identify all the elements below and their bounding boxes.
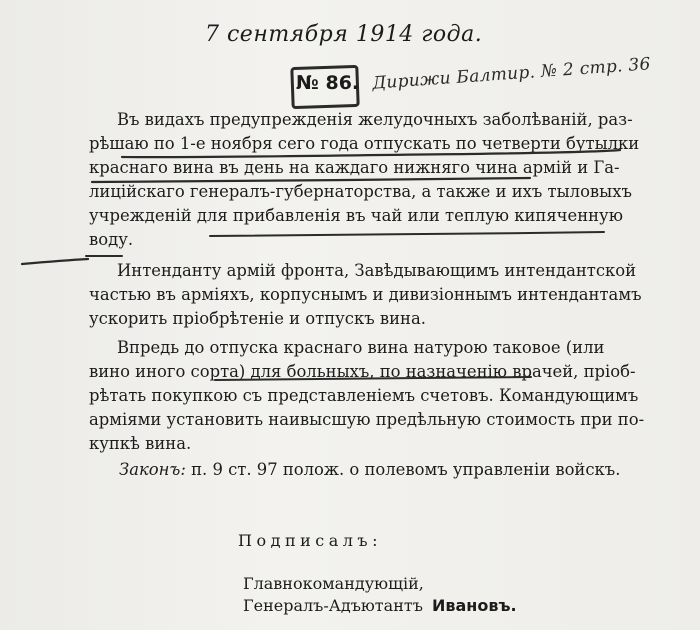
margin-mark: [22, 259, 88, 264]
text-line: купкѣ вина.: [89, 434, 192, 453]
law-label: Законъ:: [119, 460, 186, 479]
text-line: рѣтать покупкою съ представленіемъ счетовъ. Командующимъ: [89, 386, 639, 405]
text-line: краснаго вина въ день на каждаго нижняго чина армій и Га-: [89, 158, 620, 177]
text-line: лицiйскаго генералъ-губернаторства, а также и ихъ тыловыхъ: [89, 182, 632, 201]
signatory-title: Главнокомандующій,: [243, 574, 424, 593]
underline-tea-water: [210, 232, 604, 236]
text-line: частью въ арміяхъ, корпуснымъ и дивизіоннымъ интендантамъ: [89, 285, 642, 304]
law-text: п. 9 ст. 97 полож. о полевомъ управленіи войскъ.: [191, 460, 621, 479]
underline-sick-doctors: [215, 377, 531, 380]
text-line: Впредь до отпуска краснаго вина натурою таковое (или: [117, 338, 605, 357]
handwritten-annotation: Дирижи Балтир. № 2 стр. 36: [371, 54, 652, 94]
text-line: ускорить пріобрѣтеніе и отпускъ вина.: [89, 309, 426, 328]
signed-label: Подписалъ:: [238, 531, 382, 550]
underline-wine-per-soldier: [92, 178, 530, 182]
text-line: арміями установить наивысшую предѣльную стоимость при по-: [89, 410, 645, 429]
text-line: Интенданту армій фронта, Завѣдывающимъ интендантской: [117, 261, 637, 280]
underline-date-permission: [122, 150, 620, 157]
order-number: № 86.: [296, 72, 360, 94]
text-line: воду.: [89, 230, 134, 249]
text-line: Въ видахъ предупрежденія желудочныхъ заболѣваній, раз-: [117, 110, 633, 129]
text-line: вино иного сорта) для больныхъ, по назначенію врачей, пріоб-: [89, 362, 636, 381]
text-line: учрежденій для прибавленія въ чай или теплую кипяченную: [89, 206, 623, 225]
signatory-name: Ивановъ.: [431, 596, 517, 615]
text-line: рѣшаю по 1-е ноября сего года отпускать по четверти бутылки: [89, 134, 640, 153]
order-date: 7 сентября 1914 года.: [205, 22, 483, 47]
signatory-rank: Генералъ-Адъютантъ: [243, 596, 423, 615]
